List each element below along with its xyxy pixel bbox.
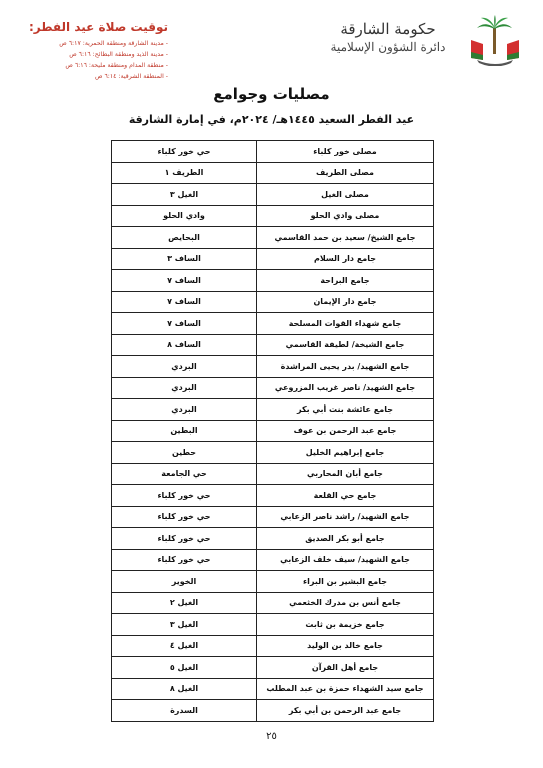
area-cell: البطين [112, 420, 257, 442]
mosque-name-cell: جامع أبان المحاربي [257, 463, 434, 485]
mosques-table [111, 140, 434, 722]
table-row [112, 334, 434, 356]
table-row [112, 162, 434, 184]
government-name: حكومة الشارقة [340, 20, 436, 38]
timing-line: - مدينة الشارقة ومنطقة الحمرية: ٦:١٧ ص [59, 40, 168, 47]
table-row [112, 700, 434, 722]
table-row [112, 678, 434, 700]
timing-title: توقيت صلاة عيد الفطر: [28, 20, 168, 34]
area-cell: البردي [112, 377, 257, 399]
area-cell: حي الجامعة [112, 463, 257, 485]
mosque-name-cell: جامع الشهيد/ ناصر غريب المزروعي [257, 377, 434, 399]
mosque-name-cell: جامع أهل القرآن [257, 657, 434, 679]
sharjah-logo [313, 14, 523, 66]
mosque-name-cell: جامع أبو بكر الصديق [257, 528, 434, 550]
area-cell: حطين [112, 442, 257, 464]
table-row [112, 313, 434, 335]
table-row [112, 356, 434, 378]
table-row [112, 270, 434, 292]
mosque-name-cell: جامع عبد الرحمن بن عوف [257, 420, 434, 442]
timing-line: - منطقة المدام ومنطقة مليحة: ٦:١٦ ص [65, 62, 168, 69]
mosque-name-cell: جامع الشيخ/ سعيد بن حمد القاسمي [257, 227, 434, 249]
table-row [112, 141, 434, 163]
mosque-name-cell: جامع أنس بن مدرك الخثعمي [257, 592, 434, 614]
mosque-name-cell: جامع إبراهيم الخليل [257, 442, 434, 464]
table-row [112, 463, 434, 485]
area-cell: الطريف ١ [112, 162, 257, 184]
mosque-name-cell: مصلى الطريف [257, 162, 434, 184]
table-row [112, 657, 434, 679]
area-cell: حي خور كلباء [112, 141, 257, 163]
mosque-name-cell: جامع عائشة بنت أبي بكر [257, 399, 434, 421]
mosque-name-cell: جامع حي القلعة [257, 485, 434, 507]
mosque-name-cell: جامع خالد بن الوليد [257, 635, 434, 657]
prayer-timing-box [28, 20, 168, 82]
mosque-name-cell: مصلى وادي الحلو [257, 205, 434, 227]
table-row [112, 291, 434, 313]
area-cell: حي خور كلباء [112, 485, 257, 507]
area-cell: الساف ٧ [112, 270, 257, 292]
area-cell: السدرة [112, 700, 257, 722]
sharjah-government-emblem-icon [467, 14, 523, 66]
page-number: ٢٥ [266, 731, 277, 742]
mosque-name-cell: جامع دار السلام [257, 248, 434, 270]
table-row [112, 592, 434, 614]
area-cell: الساف ٧ [112, 291, 257, 313]
area-cell: الغيل ٢ [112, 592, 257, 614]
page-title: مصليات وجوامع [213, 85, 330, 103]
table-row [112, 205, 434, 227]
department-name: دائرة الشؤون الإسلامية [330, 40, 446, 54]
area-cell: البحايص [112, 227, 257, 249]
table-row [112, 377, 434, 399]
timing-line: - المنطقة الشرقية: ٦:١٤ ص [95, 73, 168, 80]
table-row [112, 635, 434, 657]
area-cell: الخوير [112, 571, 257, 593]
mosque-name-cell: جامع الشهيد/ راشد ناصر الزعابي [257, 506, 434, 528]
table-row [112, 248, 434, 270]
mosque-name-cell: جامع سيد الشهداء حمزة بن عبد المطلب [257, 678, 434, 700]
timing-line: - مدينة الذيد ومنطقة البطائح: ٦:١٦ ص [69, 51, 168, 58]
mosque-name-cell: جامع الشيخة/ لطيفة القاسمي [257, 334, 434, 356]
mosque-name-cell: مصلى الغيل [257, 184, 434, 206]
mosques-table-body [112, 141, 434, 722]
table-row [112, 528, 434, 550]
table-row [112, 184, 434, 206]
table-row [112, 614, 434, 636]
mosque-name-cell: مصلى خور كلباء [257, 141, 434, 163]
area-cell: الساف ٧ [112, 313, 257, 335]
area-cell: الغيل ٣ [112, 184, 257, 206]
table-row [112, 485, 434, 507]
mosque-name-cell: جامع البشير بن البراء [257, 571, 434, 593]
table-row [112, 442, 434, 464]
mosque-name-cell: جامع خزيمة بن ثابت [257, 614, 434, 636]
table-row [112, 420, 434, 442]
mosque-name-cell: جامع الشهيد/ بدر يحيى المراشدة [257, 356, 434, 378]
area-cell: حي خور كلباء [112, 528, 257, 550]
table-row [112, 399, 434, 421]
area-cell: وادي الحلو [112, 205, 257, 227]
area-cell: الغيل ٤ [112, 635, 257, 657]
area-cell: البردي [112, 356, 257, 378]
mosque-name-cell: جامع شهداء القوات المسلحة [257, 313, 434, 335]
mosque-name-cell: جامع عبد الرحمن بن أبي بكر [257, 700, 434, 722]
area-cell: الغيل ٥ [112, 657, 257, 679]
mosque-name-cell: جامع البراحة [257, 270, 434, 292]
area-cell: حي خور كلباء [112, 549, 257, 571]
mosque-name-cell: جامع دار الإيمان [257, 291, 434, 313]
area-cell: الساف ٣ [112, 248, 257, 270]
area-cell: حي خور كلباء [112, 506, 257, 528]
mosque-name-cell: جامع الشهيد/ سيف خلف الزعابي [257, 549, 434, 571]
page-subtitle: عيد الفطر السعيد ١٤٤٥هـ/ ٢٠٢٤م، في إمارة الشارقة [128, 113, 415, 126]
area-cell: البردي [112, 399, 257, 421]
table-row [112, 571, 434, 593]
table-row [112, 506, 434, 528]
table-row [112, 549, 434, 571]
table-row [112, 227, 434, 249]
area-cell: الغيل ٣ [112, 614, 257, 636]
area-cell: الساف ٨ [112, 334, 257, 356]
area-cell: الغيل ٨ [112, 678, 257, 700]
